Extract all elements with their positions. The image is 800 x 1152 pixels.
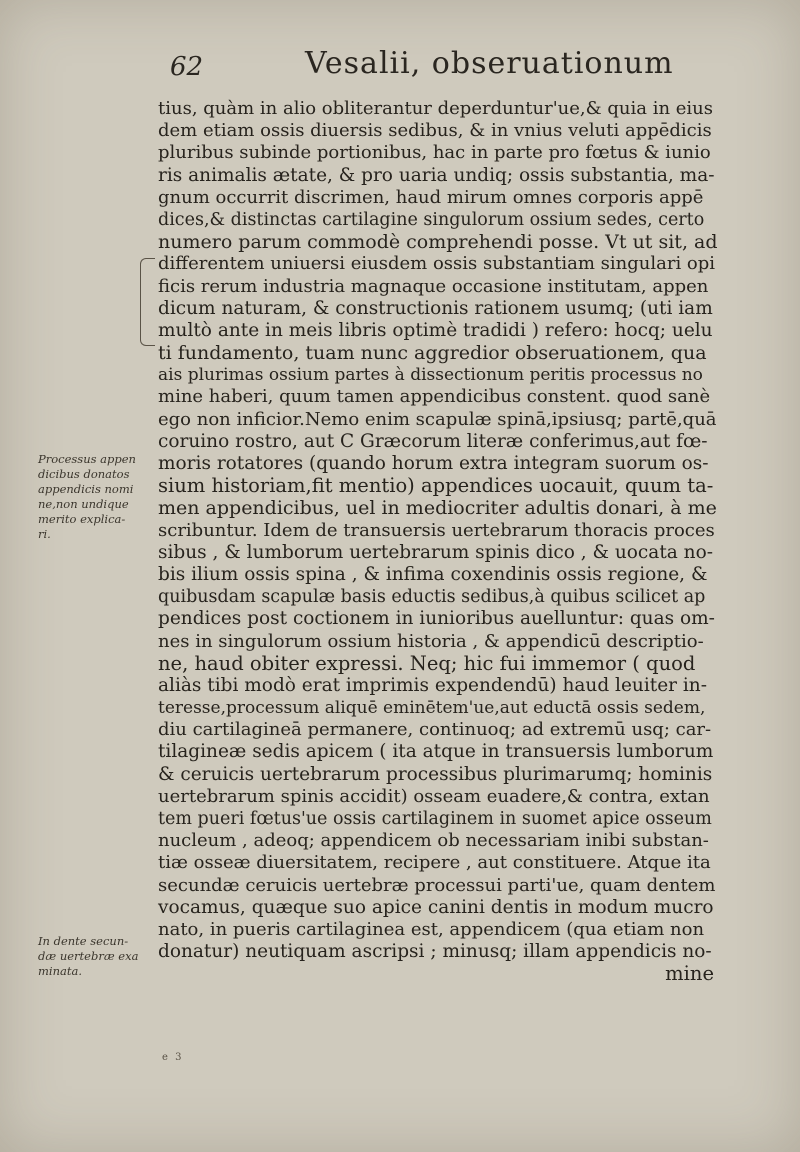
text-line: uertebrarum spinis accidit) osseam euadere,& contra, extan [158,785,710,807]
text-line: teresse,processum aliquē eminētem'ue,aut eductā ossis sedem, [158,698,706,719]
text-line: pendices post coctionem in iunioribus auelluntur: quas om- [158,608,715,630]
text-line: tius, quàm in alio obliterantur deperduntur'ue,& quia in eius [158,98,714,119]
text-line: diu cartilagineā permanere, continuoq; ad extremū usq; car- [158,719,712,741]
text-line: ris animalis ætate, & pro uaria undiq; ossis substantia, ma- [158,164,715,186]
text-line: secundæ ceruicis uertebræ processui parti'ue, quam dentem [158,874,716,896]
text-line: ego non inficior.Nemo enim scapulæ spinā,ipsiusq; partē,quā [158,408,717,430]
text-line: tiæ osseæ diuersitatem, recipere , aut constituere. Atque ita [158,852,711,874]
marginal-note-line: minata. [38,964,82,978]
text-line: numero parum commodè comprehendi posse. Vt ut sit, ad [158,231,718,254]
text-line: moris rotatores (quando horum extra integram suorum os- [158,453,709,474]
text-line: ti fundamento, tuam nunc aggredior obseruationem, qua [158,342,707,365]
marginal-note-line: In dente secun- [38,934,129,948]
text-line: men appendicibus, uel in mediocriter adultis donari, à me [158,497,717,520]
text-line: mine haberi, quum tamen appendicibus constent. quod sanè [158,386,711,408]
text-line: ficis rerum industria magnaque occasione institutam, appen [158,275,709,297]
text-line: bis ilium ossis spina , & infima coxendinis ossis regione, & [158,563,708,585]
catchword: mine [665,962,714,986]
text-line: tem pueri fœtus'ue ossis cartilaginem in suomet apice osseum [158,809,712,829]
text-line: aliàs tibi modò erat imprimis expendendū) haud leuiter in- [158,674,707,696]
text-line: scribuntur. Idem de transuersis uertebrarum thoracis proces [158,519,715,541]
text-line: nucleum , adeoq; appendicem ob necessariam inibi substan- [158,830,709,852]
text-line: nes in singulorum ossium historia , & appendicū descriptio- [158,630,704,652]
text-line: sibus , & lumborum uertebrarum spinis dico , & uocata no- [158,541,713,563]
text-line: differentem uniuersi eiusdem ossis substantiam singulari opi [158,253,716,275]
text-line: pluribus subinde portionibus, hac in parte pro fœtus & iunio [158,142,711,164]
text-line: ais plurimas ossium partes à dissectionum peritis processus no [158,365,703,386]
text-line: donatur) neutiquam ascripsi ; minusq; illam appendicis no- [158,941,712,963]
marginal-note-line: dæ uertebræ exa [38,949,139,963]
text-line: coruino rostro, aut C Græcorum literæ conferimus,aut fœ- [158,430,708,452]
marginal-note-dens [38,934,158,979]
text-line: tilagineæ sedis apicem ( ita atque in transuersis lumborum [158,741,714,763]
marginal-note-processes [38,452,158,542]
marginal-note-line: dicibus donatos [38,467,130,481]
text-line: dem etiam ossis diuersis sedibus, & in vnius veluti appēdicis [158,120,712,142]
text-line: vocamus, quæque suo apice canini dentis in modum mucro [158,896,714,918]
text-line: gnum occurrit discrimen, haud mirum omnes corporis appē [158,186,704,208]
text-line: dicum naturam, & constructionis rationem usumq; (uti iam [158,297,713,319]
text-line: quibusdam scapulæ basis eductis sedibus,à quibus scilicet ap [158,587,706,608]
text-line: sium historiam,fit mentio) appendices uocauit, quum ta- [158,474,714,498]
text-line: multò ante in meis libris optimè tradidi ) refero: hocq; uelu [158,319,713,341]
marginal-note-line: Processus appen [38,452,136,466]
body-text [158,98,718,986]
text-line: nato, in pueris cartilaginea est, appendicem (qua etiam non [158,918,705,940]
marginal-note-line: appendicis nomi [38,482,134,496]
margin-bracket [140,258,155,346]
signature-mark: e 3 [162,1052,184,1063]
marginal-note-line: ne,non undique [38,497,129,511]
text-line: & ceruicis uertebrarum processibus plurimarumq; hominis [158,763,713,785]
running-head: Vesalii, obseruationum [305,46,674,81]
marginal-note-line: ri. [38,527,51,541]
text-line: dices,& distinctas cartilagine singulorum ossium sedes, certo [158,209,705,230]
marginal-note-line: merito explica- [38,512,126,526]
page-number: 62 [170,52,204,82]
text-line: ne, haud obiter expressi. Neq; hic fui immemor ( quod [158,651,696,675]
